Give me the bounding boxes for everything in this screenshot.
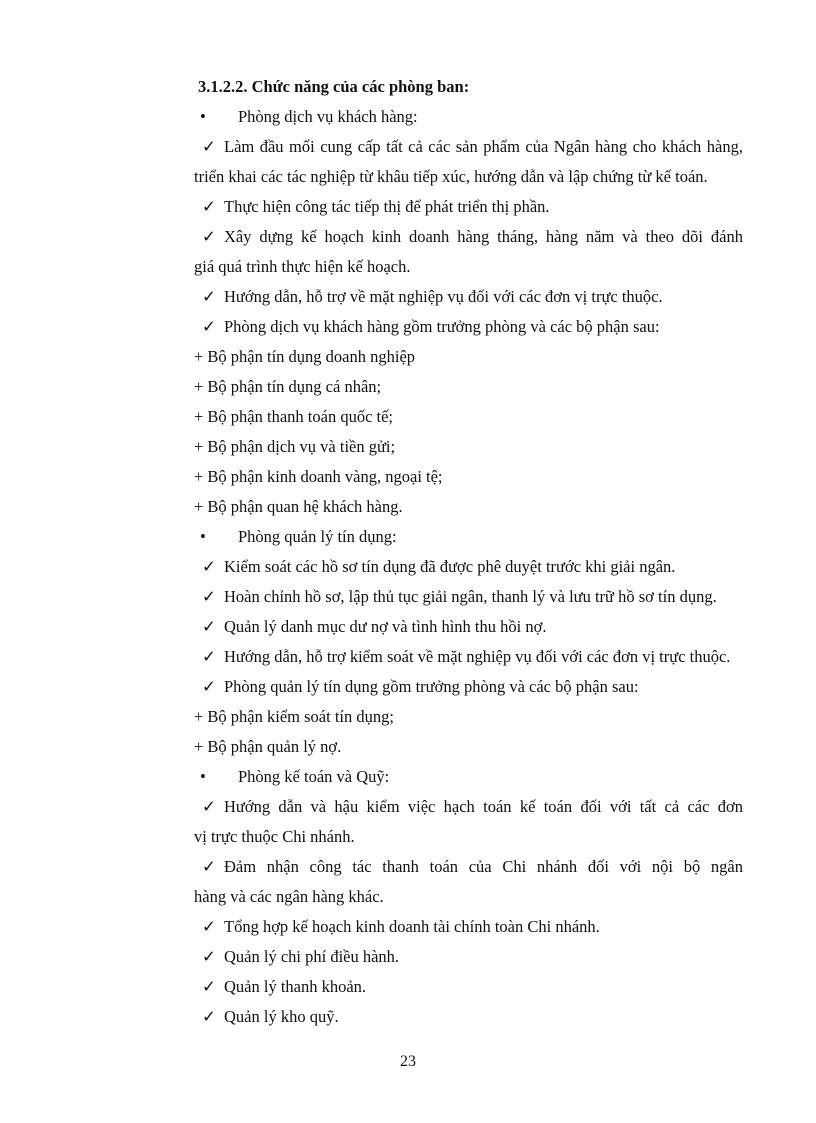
checklist-item bbox=[198, 312, 743, 342]
checklist-text: Hướng dẫn, hỗ trợ về mặt nghiệp vụ đối với các đơn vị trực thuộc. bbox=[224, 287, 663, 306]
checklist-text: Quản lý chi phí điều hành. bbox=[224, 947, 400, 966]
checklist-text: Quản lý thanh khoản. bbox=[224, 977, 367, 996]
checklist-item bbox=[198, 282, 743, 312]
document-body bbox=[194, 72, 743, 1032]
checklist-item bbox=[198, 132, 743, 162]
checklist-item bbox=[198, 192, 743, 222]
sub-item: + Bộ phận quan hệ khách hàng. bbox=[194, 497, 403, 516]
checkmark-icon: ✓ bbox=[202, 587, 216, 606]
checklist-text: Phòng dịch vụ khách hàng gồm trưởng phòng và các bộ phận sau: bbox=[224, 317, 660, 336]
checklist-item bbox=[198, 582, 743, 612]
page-number: 23 bbox=[400, 1053, 416, 1070]
checklist-item bbox=[198, 612, 743, 642]
section-bullet-item bbox=[198, 522, 743, 552]
checklist-text: Xây dựng kế hoạch kinh doanh hàng tháng, hàng năm và theo dõi đánh bbox=[224, 227, 743, 246]
sub-item: + Bộ phận dịch vụ và tiền gửi; bbox=[194, 437, 396, 456]
checklist-text: Phòng quản lý tín dụng gồm trưởng phòng và các bộ phận sau: bbox=[224, 677, 639, 696]
checklist-text: Quản lý kho quỹ. bbox=[224, 1007, 339, 1026]
checklist-item bbox=[198, 942, 743, 972]
sub-item: + Bộ phận quản lý nợ. bbox=[194, 737, 342, 756]
sub-item: + Bộ phận tín dụng cá nhân; bbox=[194, 377, 382, 396]
checkmark-icon: ✓ bbox=[202, 227, 216, 246]
checkmark-icon: ✓ bbox=[202, 677, 216, 696]
bullet-text: Phòng quản lý tín dụng: bbox=[238, 527, 397, 546]
checkmark-icon: ✓ bbox=[202, 557, 216, 576]
checklist-text: Đảm nhận công tác thanh toán của Chi nhánh đối với nội bộ ngân bbox=[224, 857, 743, 876]
checkmark-icon: ✓ bbox=[202, 197, 216, 216]
section-bullet-item bbox=[198, 762, 743, 792]
section-bullet-item bbox=[198, 102, 743, 132]
checklist-text: Kiểm soát các hồ sơ tín dụng đã được phê duyệt trước khi giải ngân. bbox=[224, 557, 676, 576]
checkmark-icon: ✓ bbox=[202, 647, 216, 666]
sub-item: + Bộ phận thanh toán quốc tế; bbox=[194, 407, 394, 426]
checkmark-icon: ✓ bbox=[202, 857, 216, 876]
bullet-icon: • bbox=[200, 767, 206, 786]
sub-item: + Bộ phận tín dụng doanh nghiệp bbox=[194, 347, 416, 366]
checklist-text: Hướng dẫn và hậu kiểm việc hạch toán kế toán đối với tất cả các đơn bbox=[224, 797, 743, 816]
checkmark-icon: ✓ bbox=[202, 617, 216, 636]
continuation-text: triển khai các tác nghiệp từ khâu tiếp xúc, hướng dẫn và lập chứng từ kế toán. bbox=[194, 167, 708, 186]
sub-item: + Bộ phận kiểm soát tín dụng; bbox=[194, 707, 394, 726]
checkmark-icon: ✓ bbox=[202, 1007, 216, 1026]
continuation-text: giá quá trình thực hiện kế hoạch. bbox=[194, 257, 411, 276]
bullet-icon: • bbox=[200, 527, 206, 546]
checklist-text: Tổng hợp kế hoạch kinh doanh tài chính toàn Chi nhánh. bbox=[224, 917, 600, 936]
checkmark-icon: ✓ bbox=[202, 317, 216, 336]
checklist-item bbox=[198, 1002, 743, 1032]
bullet-text: Phòng dịch vụ khách hàng: bbox=[238, 107, 418, 126]
checklist-item bbox=[198, 852, 743, 882]
checklist-text: Hoàn chỉnh hồ sơ, lập thủ tục giải ngân, thanh lý và lưu trữ hồ sơ tín dụng. bbox=[224, 587, 717, 606]
sub-item: + Bộ phận kinh doanh vàng, ngoại tệ; bbox=[194, 467, 443, 486]
section-heading: 3.1.2.2. Chức năng của các phòng ban: bbox=[198, 77, 470, 96]
checklist-item bbox=[198, 222, 743, 252]
checklist-item bbox=[198, 552, 743, 582]
bullet-text: Phòng kế toán và Quỹ: bbox=[238, 767, 390, 786]
continuation-text: hàng và các ngân hàng khác. bbox=[194, 887, 384, 906]
checklist-text: Quản lý danh mục dư nợ và tình hình thu hồi nợ. bbox=[224, 617, 547, 636]
checkmark-icon: ✓ bbox=[202, 977, 216, 996]
checklist-item bbox=[198, 642, 743, 672]
checklist-item bbox=[198, 672, 743, 702]
checkmark-icon: ✓ bbox=[202, 287, 216, 306]
checklist-text: Hướng dẫn, hỗ trợ kiểm soát về mặt nghiệp vụ đối với các đơn vị trực thuộc. bbox=[224, 647, 731, 666]
continuation-text: vị trực thuộc Chi nhánh. bbox=[194, 827, 355, 846]
checklist-item bbox=[198, 972, 743, 1002]
checklist-item bbox=[198, 792, 743, 822]
checklist-text: Thực hiện công tác tiếp thị để phát triển thị phần. bbox=[224, 197, 550, 216]
checkmark-icon: ✓ bbox=[202, 137, 216, 156]
bullet-icon: • bbox=[200, 107, 206, 126]
checklist-text: Làm đầu mối cung cấp tất cả các sản phẩm của Ngân hàng cho khách hàng, bbox=[224, 137, 743, 156]
checkmark-icon: ✓ bbox=[202, 917, 216, 936]
checkmark-icon: ✓ bbox=[202, 947, 216, 966]
checkmark-icon: ✓ bbox=[202, 797, 216, 816]
checklist-item bbox=[198, 912, 743, 942]
